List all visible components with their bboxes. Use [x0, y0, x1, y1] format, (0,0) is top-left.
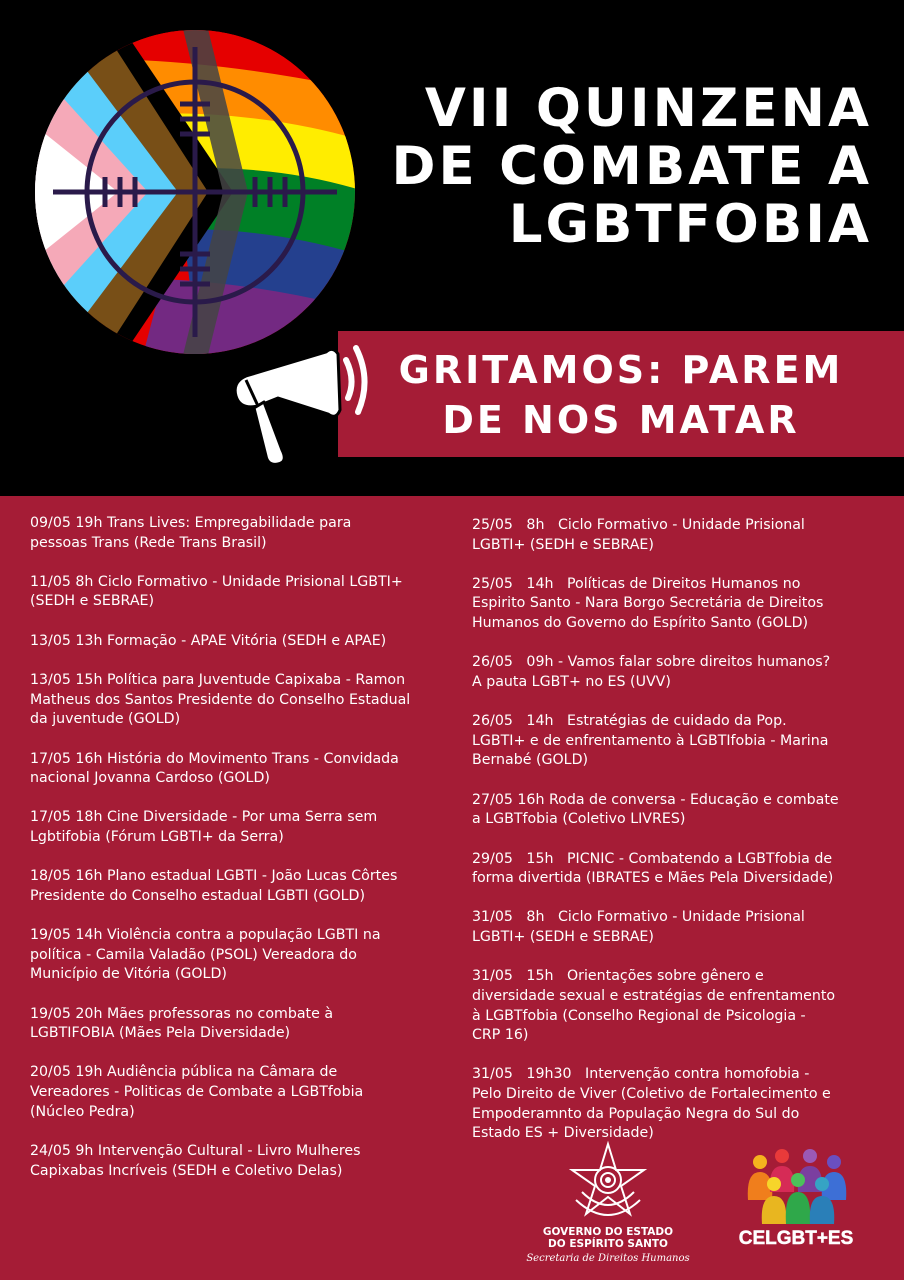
event-item: 27/05 16h Roda de conversa - Educação e combate a LGBTfobia (Coletivo LIVRES) [472, 791, 839, 828]
celgbt-people-icon [730, 1148, 862, 1228]
gov-name-line-1: GOVERNO DO ESTADO [542, 1226, 674, 1238]
celgbt-label: CELGBT+ES [738, 1228, 854, 1249]
event-item: 17/05 18h Cine Diversidade - Por uma Serra sem Lgbtifobia (Fórum LGBTI+ da Serra) [30, 809, 378, 845]
slogan-line-2: DE NOS MATAR [442, 398, 800, 442]
slogan [338, 345, 904, 445]
event-item: 11/05 8h Ciclo Formativo - Unidade Prisional LGBTI+ (SEDH e SEBRAE) [30, 573, 403, 610]
event-item: 09/05 19h Trans Lives: Empregabilidade para pessoas Trans (Rede Trans Brasil) [30, 515, 352, 551]
schedule-right-column [472, 516, 882, 1163]
government-logo [522, 1140, 694, 1276]
celgbt-logo [730, 1148, 862, 1276]
event-item: 24/05 9h Intervenção Cultural - Livro Mulheres Capixabas Incríveis (SEDH e Coletivo Delas) [30, 1142, 361, 1179]
title-line-3: LGBTFOBIA [508, 194, 872, 255]
title-line-1: VII QUINZENA [424, 78, 872, 139]
event-item: 13/05 15h Política para Juventude Capixaba - Ramon Matheus dos Santos Presidente do Conselho Estadual da juventude (GOLD) [30, 672, 411, 728]
event-item: 31/05 8h Ciclo Formativo - Unidade Prisional LGBTI+ (SEDH e SEBRAE) [472, 909, 805, 946]
event-item: 13/05 13h Formação - APAE Vitória (SEDH e APAE) [30, 632, 387, 649]
title-line-2: DE COMBATE A [391, 136, 872, 197]
event-item: 18/05 16h Plano estadual LGBTI - João Lucas Côrtes Presidente do Conselho estadual LGBTI (GOLD) [30, 868, 398, 904]
event-item: 26/05 14h Estratégias de cuidado da Pop. LGBTI+ e de enfrentamento à LGBTIfobia - Marina Bernabé (GOLD) [472, 713, 829, 769]
rainbow-target-icon [33, 29, 357, 355]
gov-secretariat: Secretaria de Direitos Humanos [526, 1253, 690, 1264]
schedule-left-column [30, 514, 454, 1201]
event-item: 17/05 16h História do Movimento Trans - Convidada nacional Jovanna Cardoso (GOLD) [30, 750, 399, 787]
event-item: 29/05 15h PICNIC - Combatendo a LGBTfobia de forma divertida (IBRATES e Mães Pela Diversidade) [472, 850, 834, 887]
event-item: 19/05 14h Violência contra a população LGBTI na política - Camila Valadão (PSOL) Vereadora do Município de Vitória (GOLD) [30, 927, 381, 983]
event-item: 31/05 19h30 Intervenção contra homofobia - Pelo Direito de Viver (Coletivo de Fortalecimento e Empoderamnto da População Negra do Sul do Estado ES + Diversidade) [472, 1066, 831, 1142]
page-title [352, 80, 872, 254]
gov-name [522, 1226, 694, 1250]
gov-name-line-2: DO ESPÍRITO SANTO [548, 1238, 668, 1250]
megaphone-icon [228, 340, 378, 468]
event-item: 25/05 8h Ciclo Formativo - Unidade Prisional LGBTI+ (SEDH e SEBRAE) [472, 517, 805, 553]
state-coat-of-arms-icon [566, 1140, 650, 1224]
event-item: 20/05 19h Audiência pública na Câmara de Vereadores - Politicas de Combate a LGBTfobia (Núcleo Pedra) [30, 1064, 364, 1120]
event-item: 25/05 14h Políticas de Direitos Humanos no Espirito Santo - Nara Borgo Secretária de Direitos Humanos do Governo do Espírito Santo (GOLD) [472, 575, 824, 632]
slogan-line-1: GRITAMOS: PAREM [398, 348, 844, 392]
event-item: 26/05 09h - Vamos falar sobre direitos humanos? A pauta LGBT+ no ES (UVV) [472, 654, 831, 690]
event-item: 31/05 15h Orientações sobre gênero e diversidade sexual e estratégias de enfrentamento à LGBTfobia (Conselho Regional de Psicologia - CRP 16) [472, 968, 836, 1044]
event-item: 19/05 20h Mães professoras no combate à LGBTIFOBIA (Mães Pela Diversidade) [30, 1005, 334, 1042]
